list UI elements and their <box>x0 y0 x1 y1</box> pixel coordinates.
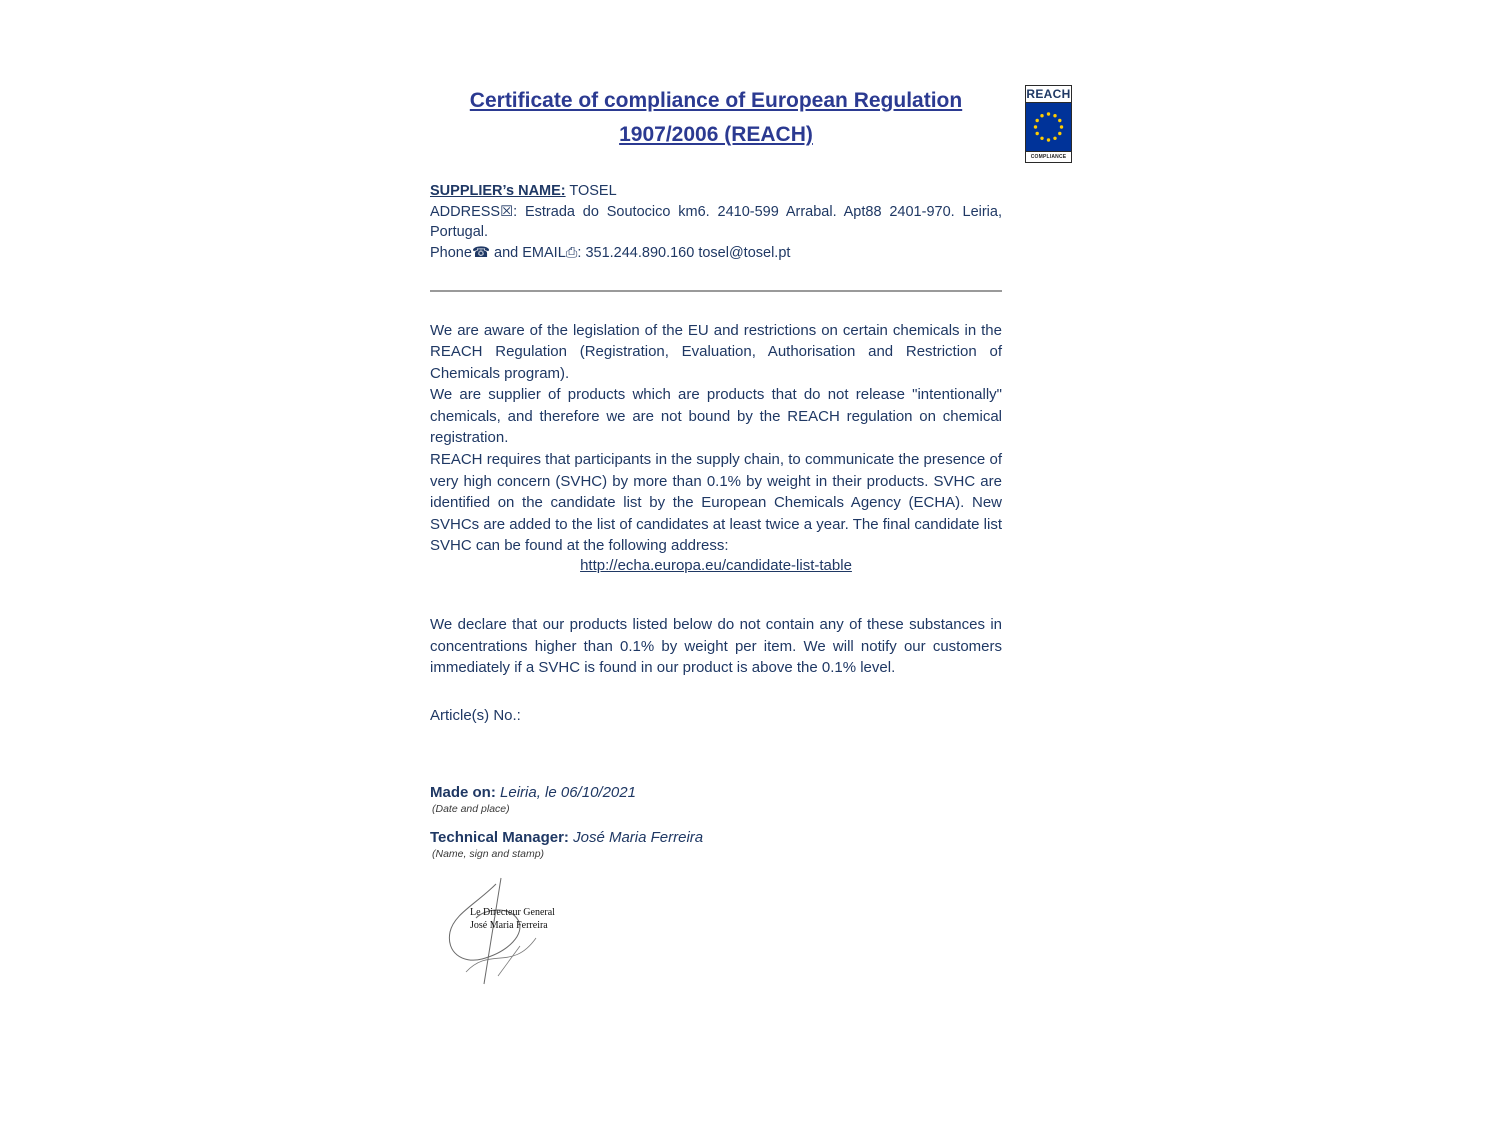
candidate-list-link-line <box>430 557 1002 574</box>
supplier-name-label: SUPPLIER’s NAME: <box>430 183 566 200</box>
paragraph-supplier-statement: We are supplier of products which are products that do not release "intentionally" chemicals, and therefore we are not bound by the REACH regulation on chemical registration. <box>430 386 1002 447</box>
paragraph-reach-requirements: REACH requires that participants in the supply chain, to communicate the presence of very high concern (SVHC) by more than 0.1% by weight in their products. SVHC are identified on the candidate list by the European Chemicals Agency (ECHA). New SVHCs are added to the list of candidates at least twice a year. The final candidate list SVHC can be found at the following address: <box>430 451 1002 555</box>
technical-manager-value: José Maria Ferreira <box>568 828 704 846</box>
paragraph-awareness: We are aware of the legislation of the EU and restrictions on certain chemicals in the REACH Regulation (Registration, Evaluation, Authorisation and Restriction of Chemicals program). <box>430 321 1002 382</box>
supplier-contact-line <box>430 243 1002 264</box>
document-title-line2: 1907/2006 (REACH) <box>619 122 813 146</box>
supplier-contact-value: 351.244.890.160 tosel@tosel.pt <box>585 244 791 261</box>
supplier-name-value: TOSEL <box>565 183 617 200</box>
reach-logo-label: REACH <box>1026 87 1071 101</box>
candidate-list-link[interactable]: http://echa.europa.eu/candidate-list-table <box>580 557 852 575</box>
article-number-label: Article(s) No.: <box>430 706 521 724</box>
fax-icon: ⎙ <box>565 244 578 261</box>
reach-compliance-logo <box>1025 85 1072 163</box>
header-divider <box>430 290 1002 292</box>
document-title <box>430 84 1002 151</box>
supplier-contact-colon: : <box>577 244 586 261</box>
signature-stamp-line1: Le Directeur General <box>470 906 555 918</box>
technical-manager-note: (Name, sign and stamp) <box>432 847 545 860</box>
made-on-line <box>430 784 1002 801</box>
envelope-icon: ☒ <box>500 203 514 220</box>
made-on-label: Made on: <box>430 783 496 801</box>
made-on-value: Leiria, le 06/10/2021 <box>495 783 636 801</box>
paragraph-declaration: We declare that our products listed below do not contain any of these substances in concentrations higher than 0.1% by weight per item. We will notify our customers immediately if a SVHC is found in our product is above the 0.1% level. <box>430 616 1002 677</box>
signature-block <box>438 876 588 986</box>
supplier-phone-label: Phone <box>430 244 472 261</box>
eu-flag-icon <box>1026 103 1071 151</box>
document-content <box>430 84 1002 986</box>
supplier-address-line <box>430 202 1002 243</box>
supplier-email-label: and EMAIL <box>490 244 566 261</box>
supplier-address-colon: : <box>513 203 525 220</box>
supplier-address-value: Estrada do Soutocico km6. 2410-599 Arrabal. Apt88 2401-970. Leiria, Portugal. <box>430 203 1002 241</box>
reach-logo-compliance-label: COMPLIANCE <box>1026 151 1071 162</box>
supplier-address-label: ADDRESS <box>430 203 501 220</box>
technical-manager-line <box>430 829 1002 846</box>
technical-manager-label: Technical Manager: <box>430 828 569 846</box>
made-on-note: (Date and place) <box>432 802 510 815</box>
supplier-name-line <box>430 181 1002 202</box>
supplier-block <box>430 181 1002 263</box>
document-title-line1: Certificate of compliance of European Regulation <box>469 89 963 112</box>
signature-stamp-line2: José Maria Ferreira <box>470 920 548 932</box>
signature-stamp-text <box>470 906 555 933</box>
phone-icon: ☎ <box>471 244 490 261</box>
